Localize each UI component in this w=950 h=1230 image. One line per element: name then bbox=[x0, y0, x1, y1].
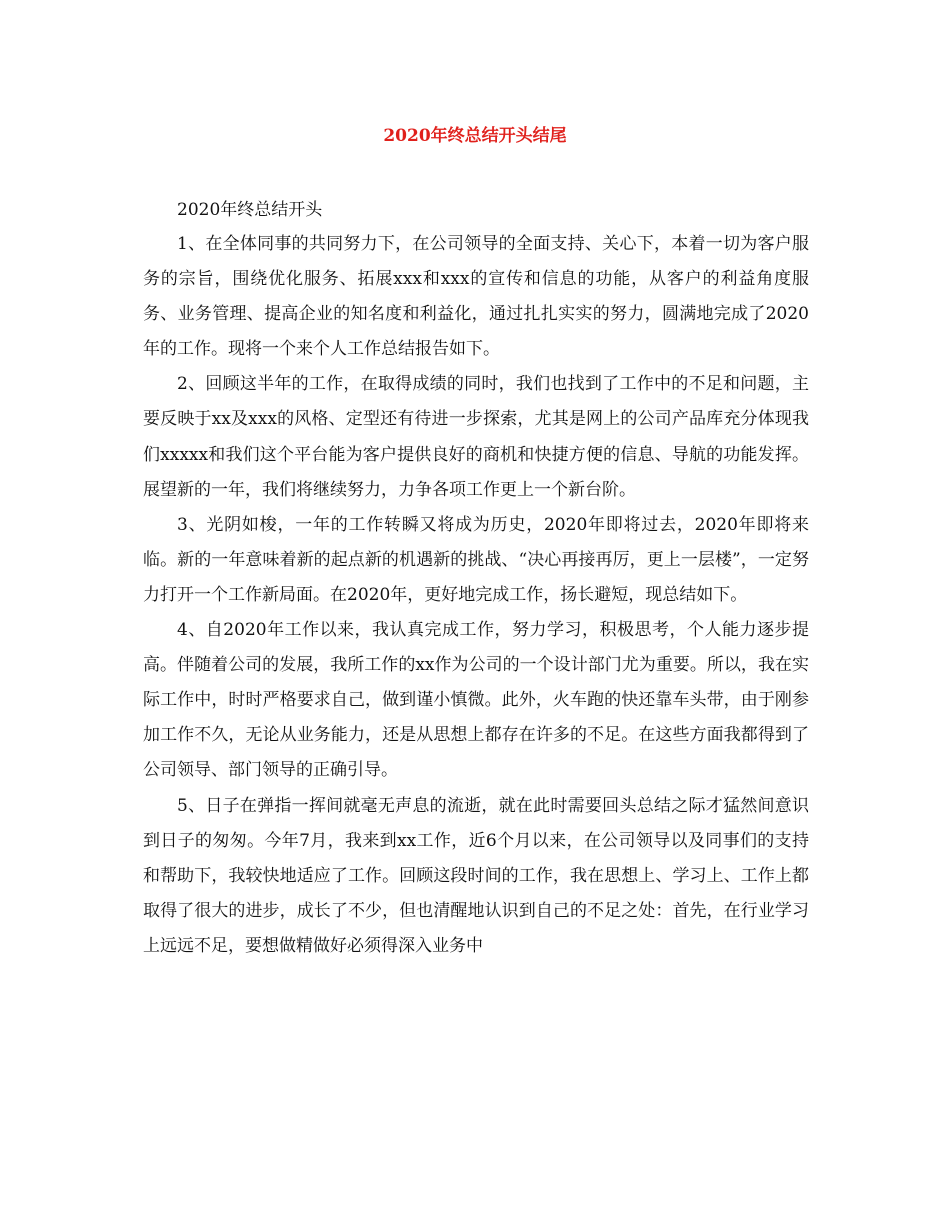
document-body bbox=[143, 227, 809, 964]
document-title: 2020年终总结开头结尾 bbox=[383, 126, 567, 146]
paragraph-2: 2、回顾这半年的工作，在取得成绩的同时，我们也找到了工作中的不足和问题，主要反映于xx及xxx的风格、定型还有待进一步探索，尤其是网上的公司产品库充分体现我们xxxxx和我们这个平台能为客户提供良好的商机和快捷方便的信息、导航的功能发挥。展望新的一年，我们将继续努力，力争各项工作更上一个新台阶。 bbox=[143, 374, 809, 500]
paragraph-1: 1、在全体同事的共同努力下，在公司领导的全面支持、关心下，本着一切为客户服务的宗旨，围绕优化服务、拓展xxx和xxx的宣传和信息的功能，从客户的利益角度服务、业务管理、提高企业的知名度和利益化，通过扎扎实实的努力，圆满地完成了2020年的工作。现将一个来个人工作总结报告如下。 bbox=[143, 234, 809, 360]
paragraph-4: 4、自2020年工作以来，我认真完成工作，努力学习，积极思考，个人能力逐步提高。伴随着公司的发展，我所工作的xx作为公司的一个设计部门尤为重要。所以，我在实际工作中，时时严格要求自己，做到谨小慎微。此外，火车跑的快还靠车头带，由于刚参加工作不久，无论从业务能力，还是从思想上都存在许多的不足。在这些方面我都得到了公司领导、部门领导的正确引导。 bbox=[143, 620, 809, 781]
paragraph-3: 3、光阴如梭，一年的工作转瞬又将成为历史，2020年即将过去，2020年即将来临。新的一年意味着新的起点新的机遇新的挑战、“决心再接再厉，更上一层楼”，一定努力打开一个工作新局面。在2020年，更好地完成工作，扬长避短，现总结如下。 bbox=[143, 514, 809, 605]
paragraph-5: 5、日子在弹指一挥间就毫无声息的流逝，就在此时需要回头总结之际才猛然间意识到日子的匆匆。今年7月，我来到xx工作，近6个月以来，在公司领导以及同事们的支持和帮助下，我较快地适应了工作。回顾这段时间的工作，我在思想上、学习上、工作上都取得了很大的进步，成长了不少，但也清醒地认识到自己的不足之处：首先，在行业学习上远远不足，要想做精做好必须得深入业务中 bbox=[143, 795, 809, 956]
section-subheading: 2020年终总结开头 bbox=[177, 200, 323, 220]
